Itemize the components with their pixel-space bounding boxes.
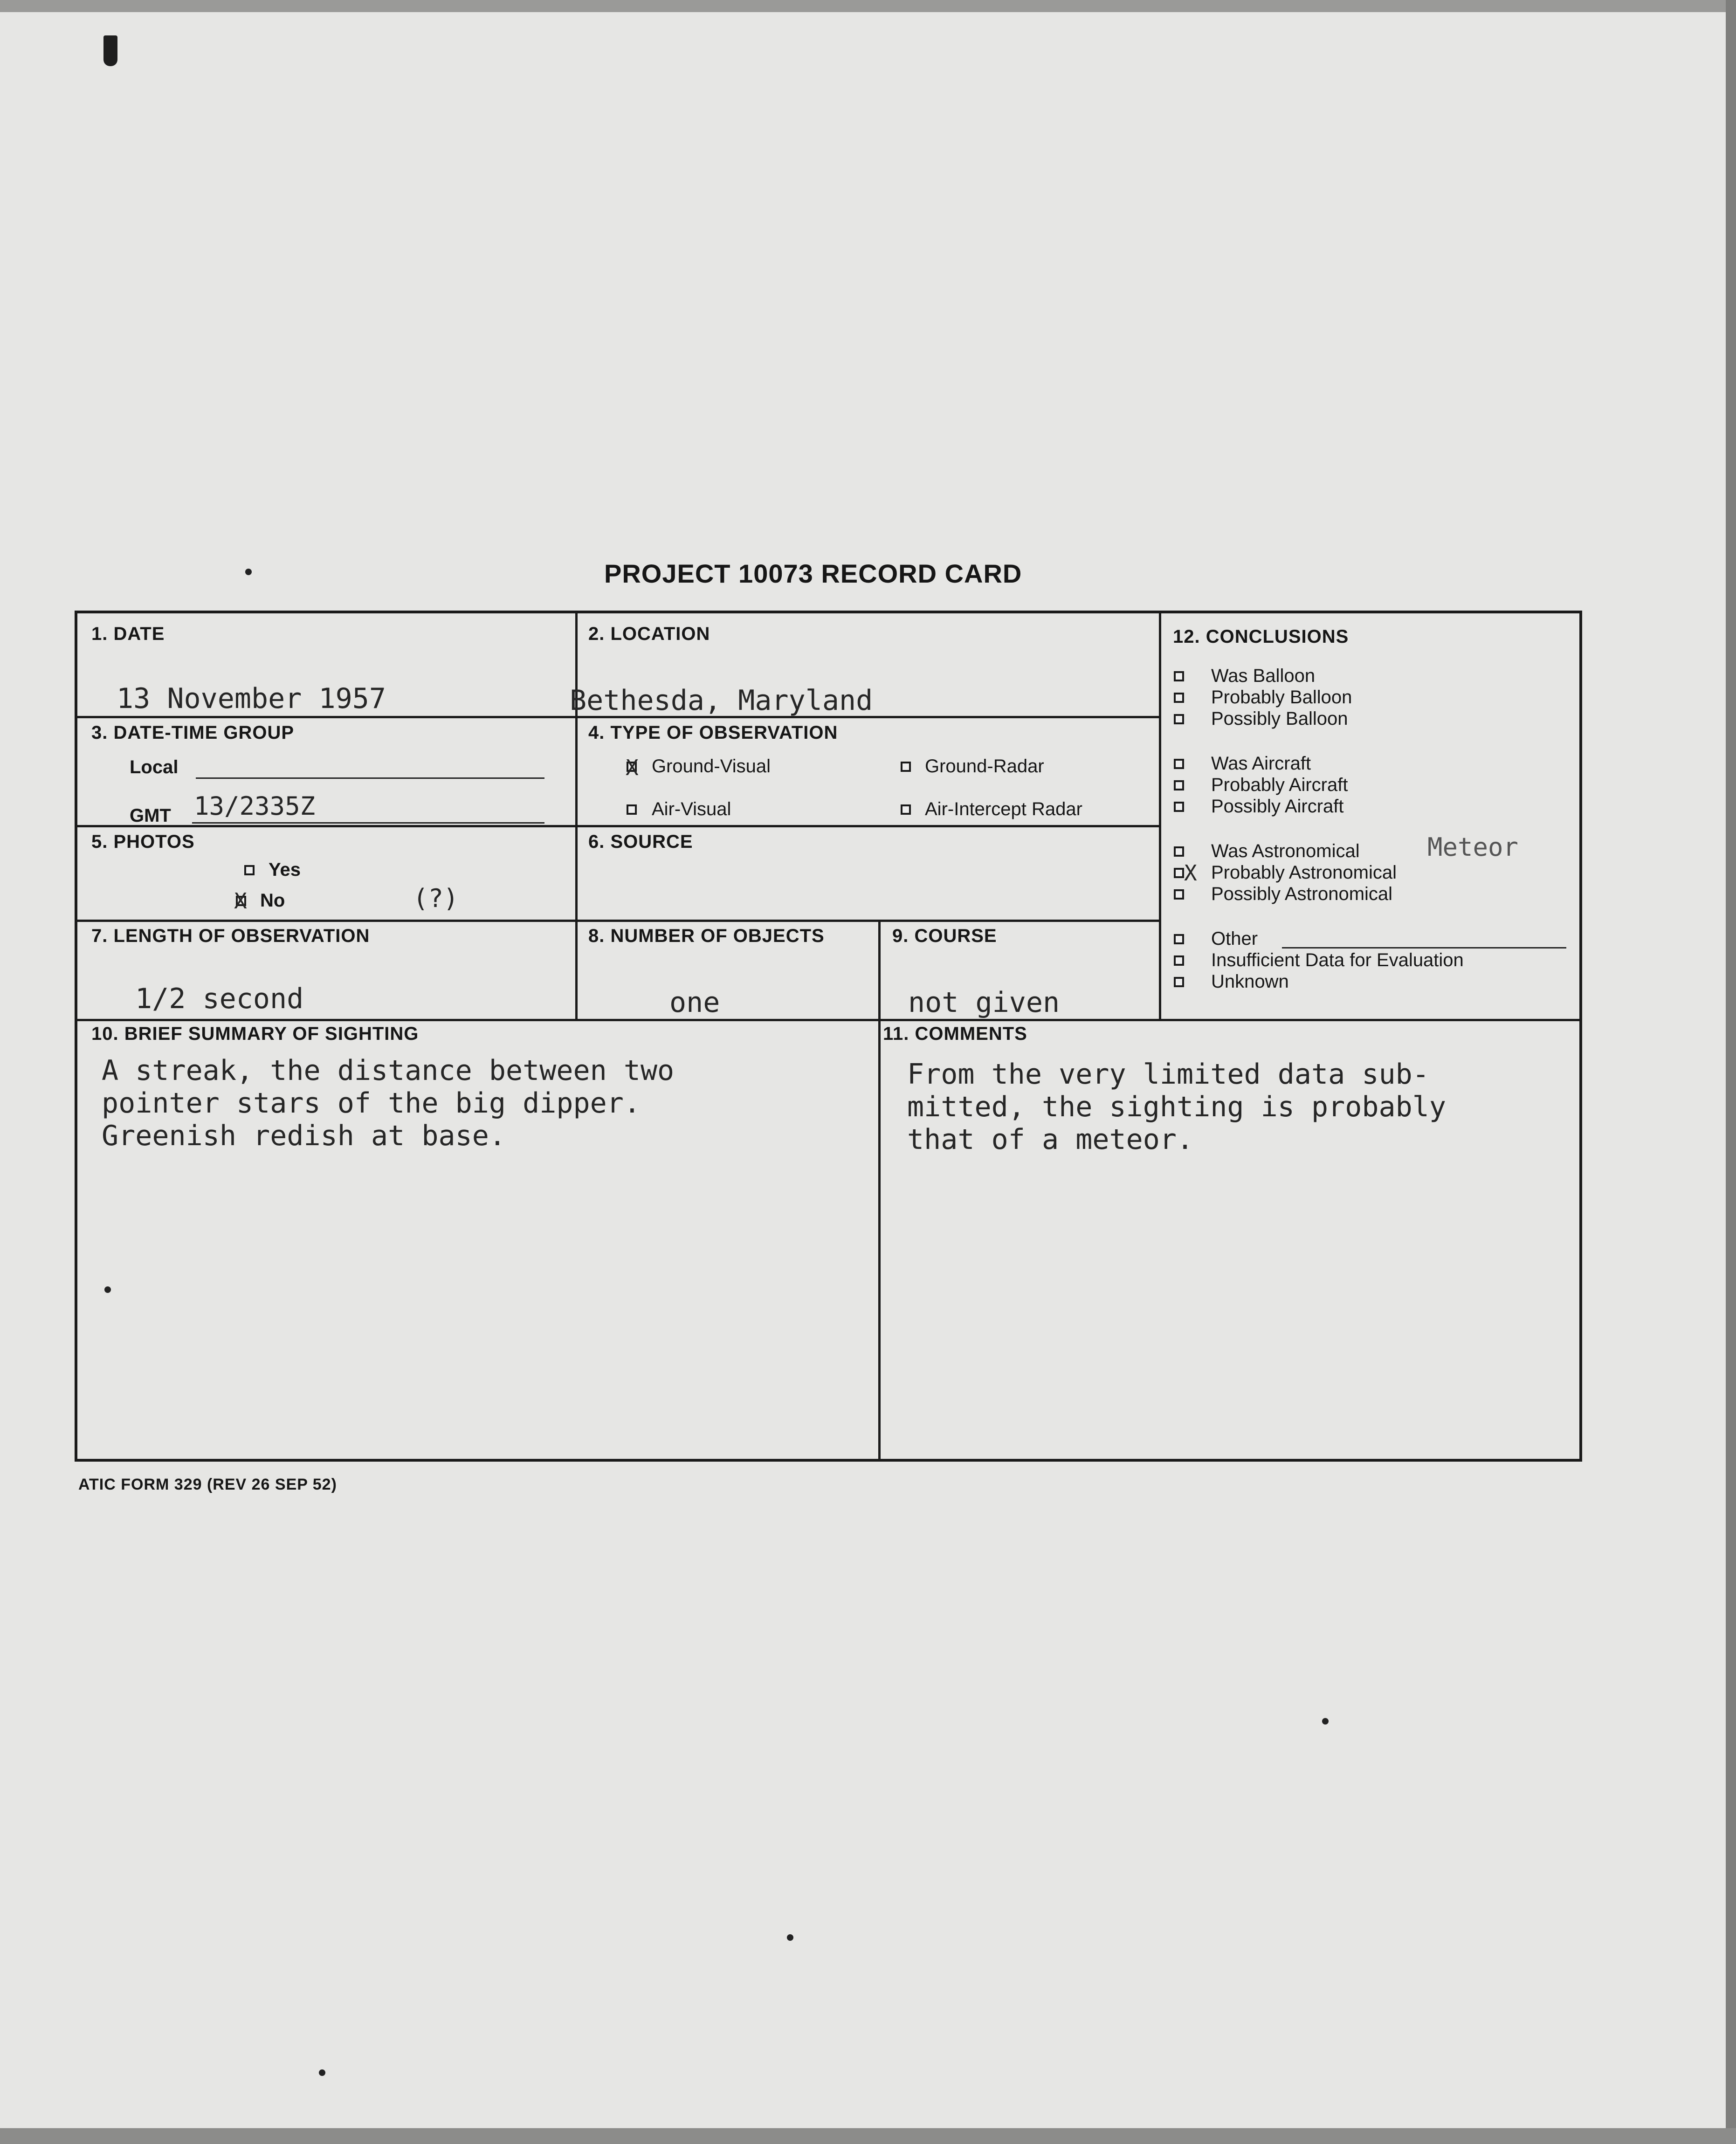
was-aircraft-label: Was Aircraft bbox=[1211, 753, 1311, 774]
unknown-label: Unknown bbox=[1211, 971, 1289, 992]
air-visual-label: Air-Visual bbox=[652, 799, 731, 819]
ground-visual-label: Ground-Visual bbox=[652, 756, 771, 777]
scan-fleck bbox=[245, 569, 252, 575]
possibly-astronomical-checkbox[interactable] bbox=[1174, 889, 1184, 900]
length-of-observation-value: 1/2 second bbox=[135, 983, 304, 1015]
source-label: 6. SOURCE bbox=[588, 831, 693, 852]
probably-aircraft-checkbox[interactable] bbox=[1174, 780, 1184, 790]
summary-line: Greenish redish at base. bbox=[102, 1120, 506, 1152]
scan-corner-mark bbox=[103, 35, 117, 66]
grid-line bbox=[77, 1019, 1579, 1021]
ground-radar-label: Ground-Radar bbox=[925, 756, 1044, 777]
conclusions-label: 12. CONCLUSIONS bbox=[1173, 626, 1349, 647]
insufficient-data-label: Insufficient Data for Evaluation bbox=[1211, 950, 1464, 970]
scan-edge-right bbox=[1726, 0, 1736, 2144]
photos-no-label: No bbox=[260, 890, 285, 911]
comments-line: From the very limited data sub- bbox=[907, 1058, 1429, 1091]
gmt-field-line bbox=[192, 822, 544, 824]
photos-yes-label: Yes bbox=[269, 859, 301, 880]
unknown-checkbox[interactable] bbox=[1174, 977, 1184, 987]
possibly-balloon-label: Possibly Balloon bbox=[1211, 708, 1348, 729]
was-astronomical-checkbox[interactable] bbox=[1174, 846, 1184, 857]
location-value: Bethesda, Maryland bbox=[570, 684, 873, 717]
photos-label: 5. PHOTOS bbox=[91, 831, 195, 852]
possibly-aircraft-label: Possibly Aircraft bbox=[1211, 796, 1344, 817]
possibly-astronomical-label: Possibly Astronomical bbox=[1211, 884, 1393, 904]
was-balloon-label: Was Balloon bbox=[1211, 666, 1316, 686]
photos-yes-checkbox[interactable] bbox=[244, 865, 255, 875]
grid-line bbox=[1159, 613, 1161, 1019]
scan-edge-top bbox=[0, 0, 1736, 12]
summary-label: 10. BRIEF SUMMARY OF SIGHTING bbox=[91, 1024, 419, 1044]
scan-fleck bbox=[319, 2069, 325, 2076]
probably-astronomical-checkbox[interactable] bbox=[1174, 868, 1184, 878]
summary-line: A streak, the distance between two bbox=[102, 1054, 675, 1087]
comments-label: 11. COMMENTS bbox=[883, 1024, 1027, 1044]
form-identifier: ATIC FORM 329 (REV 26 SEP 52) bbox=[78, 1476, 337, 1493]
other-label: Other bbox=[1211, 928, 1258, 949]
insufficient-data-checkbox[interactable] bbox=[1174, 955, 1184, 966]
grid-line bbox=[77, 825, 1159, 827]
grid-line bbox=[77, 920, 1159, 922]
was-balloon-checkbox[interactable] bbox=[1174, 671, 1184, 681]
probably-astronomical-label: Probably Astronomical bbox=[1211, 862, 1397, 883]
was-aircraft-checkbox[interactable] bbox=[1174, 759, 1184, 769]
ground-radar-checkbox[interactable] bbox=[901, 762, 911, 772]
probably-balloon-label: Probably Balloon bbox=[1211, 687, 1352, 708]
photos-note: (?) bbox=[413, 884, 459, 913]
scan-fleck bbox=[787, 1934, 793, 1941]
type-of-observation-label: 4. TYPE OF OBSERVATION bbox=[588, 722, 838, 743]
was-astronomical-label: Was Astronomical bbox=[1211, 841, 1360, 861]
number-of-objects-value: one bbox=[669, 986, 720, 1019]
photos-no-check-mark: X bbox=[234, 888, 247, 914]
grid-line bbox=[878, 920, 881, 1460]
date-value: 13 November 1957 bbox=[117, 682, 386, 715]
meteor-annotation: Meteor bbox=[1427, 832, 1519, 862]
gmt-label: GMT bbox=[130, 805, 171, 826]
length-of-observation-label: 7. LENGTH OF OBSERVATION bbox=[91, 926, 370, 946]
probably-aircraft-label: Probably Aircraft bbox=[1211, 775, 1348, 795]
course-label: 9. COURSE bbox=[892, 926, 997, 946]
grid-line bbox=[575, 613, 578, 1019]
scan-edge-bottom bbox=[0, 2128, 1736, 2144]
comments-line: that of a meteor. bbox=[907, 1123, 1194, 1156]
local-label: Local bbox=[130, 757, 179, 777]
probably-balloon-checkbox[interactable] bbox=[1174, 693, 1184, 703]
date-label: 1. DATE bbox=[91, 624, 165, 644]
other-checkbox[interactable] bbox=[1174, 934, 1184, 944]
probably-astronomical-check-mark: X bbox=[1184, 860, 1197, 886]
air-visual-checkbox[interactable] bbox=[627, 804, 637, 815]
course-value: not given bbox=[908, 986, 1060, 1019]
ground-visual-check-mark: X bbox=[626, 755, 639, 780]
local-field-line bbox=[196, 777, 544, 779]
other-field-line bbox=[1282, 947, 1566, 948]
location-label: 2. LOCATION bbox=[588, 624, 710, 644]
comments-line: mitted, the sighting is probably bbox=[907, 1091, 1446, 1123]
air-intercept-radar-checkbox[interactable] bbox=[901, 804, 911, 815]
date-time-group-label: 3. DATE-TIME GROUP bbox=[91, 722, 295, 743]
air-intercept-radar-label: Air-Intercept Radar bbox=[925, 799, 1082, 819]
possibly-aircraft-checkbox[interactable] bbox=[1174, 802, 1184, 812]
scan-fleck bbox=[1322, 1718, 1329, 1725]
card-title: PROJECT 10073 RECORD CARD bbox=[604, 559, 1022, 588]
summary-line: pointer stars of the big dipper. bbox=[102, 1087, 641, 1120]
number-of-objects-label: 8. NUMBER OF OBJECTS bbox=[588, 926, 825, 946]
record-card bbox=[75, 611, 1582, 1462]
gmt-value: 13/2335Z bbox=[194, 791, 316, 821]
possibly-balloon-checkbox[interactable] bbox=[1174, 714, 1184, 724]
